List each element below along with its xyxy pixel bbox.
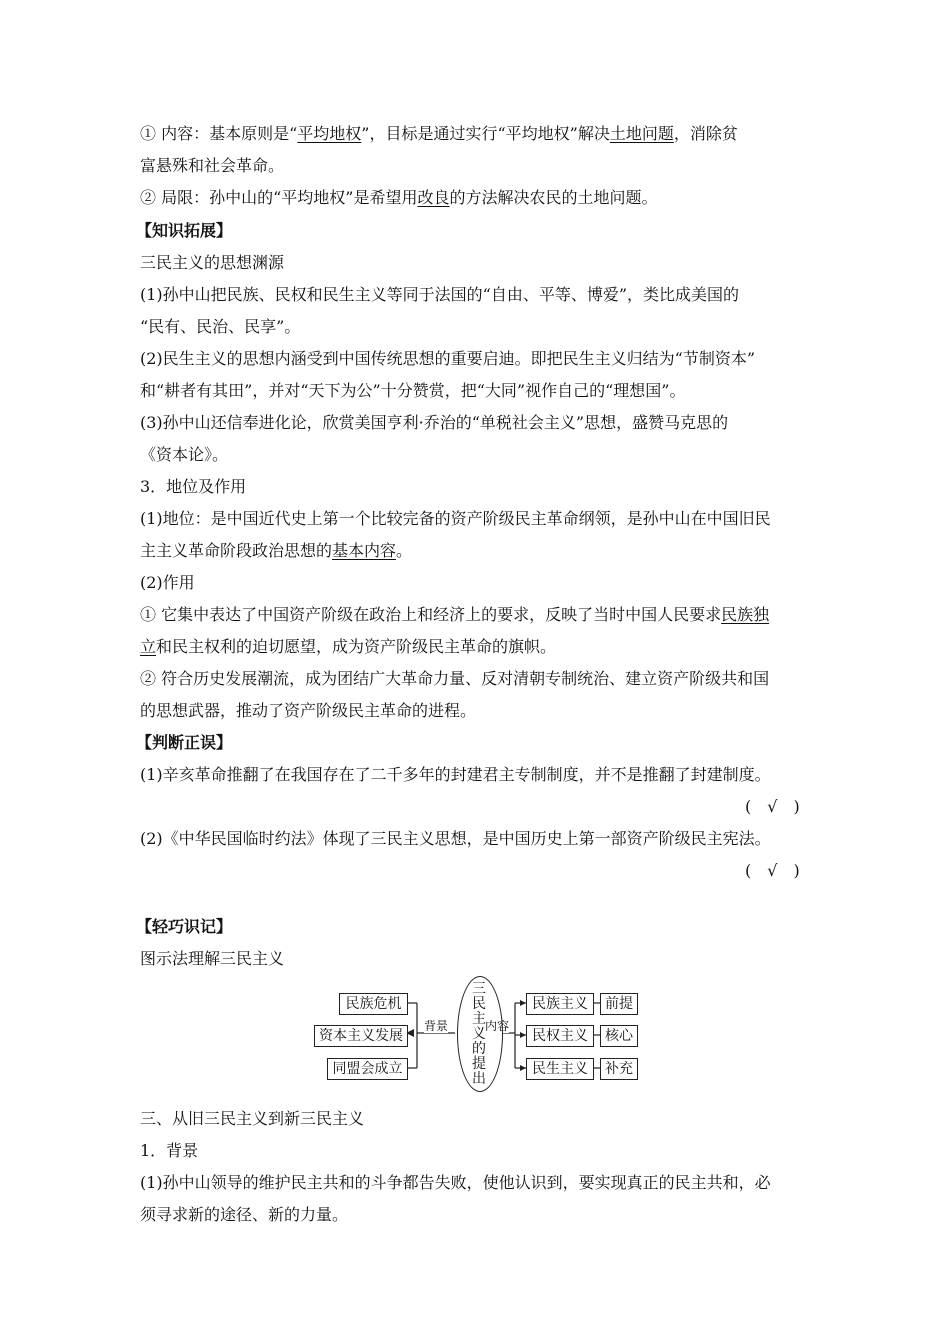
background-box: 民族危机 [339, 993, 408, 1015]
underlined-term: 平均地权 [297, 124, 362, 143]
principle-box: 民权主义 [526, 1025, 594, 1047]
text-line: (3)孙中山还信奉进化论，欣赏美国亨利·乔治的“单税社会主义”思想，盛赞马克思的 [140, 413, 729, 432]
judgement-item: (1)辛亥革命推翻了在我国存在了二千多年的封建君主专制制度，并不是推翻了封建制度。 [140, 765, 771, 784]
background-label: 背景 [424, 1019, 449, 1033]
principle-box: 民族主义 [526, 993, 594, 1015]
content-label: 内容 [485, 1019, 510, 1033]
principle-box: 民生主义 [526, 1058, 594, 1080]
section-heading: 三、从旧三民主义到新三民主义 [140, 1109, 365, 1128]
subheading: 三民主义的思想渊源 [140, 253, 285, 272]
section-tag-judgement: 【判断正误】 [136, 733, 233, 752]
background-box: 资本主义发展 [314, 1025, 408, 1047]
underlined-term: 土地问题 [609, 124, 674, 143]
section-tag-memory: 【轻巧识记】 [136, 917, 233, 936]
text-line: (2)民生主义的思想内涵受到中国传统思想的重要启迪。即把民生主义归结为“节制资本” [140, 349, 756, 368]
text-line: ② 符合历史发展潮流，成为团结广大革命力量、反对清朝专制统治、建立资产阶级共和国 [140, 669, 770, 688]
check-mark-answer: ( √ ) [745, 797, 800, 816]
content-line: ① 内容：基本原则是“平均地权”，目标是通过实行“平均地权”解决土地问题，消除贫 [140, 124, 738, 143]
section-heading: 3．地位及作用 [140, 477, 247, 496]
underlined-term: 基本内容 [332, 541, 397, 560]
role-box: 前提 [600, 993, 638, 1015]
underlined-term: 民族独 [721, 605, 770, 624]
content-line: 富悬殊和社会革命。 [140, 156, 285, 175]
section-tag-knowledge: 【知识拓展】 [136, 221, 233, 240]
text-line: 立和民主权利的迫切愿望，成为资产阶级民主革命的旗帜。 [140, 637, 557, 656]
text-line: (1)孙中山把民族、民权和民生主义等同于法国的“自由、平等、博爱”，类比成美国的 [140, 285, 740, 304]
text-line: “民有、民治、民享”。 [140, 317, 301, 336]
underlined-term: 立 [140, 637, 157, 656]
text-line: 《资本论》。 [140, 445, 229, 464]
judgement-item: (2)《中华民国临时约法》体现了三民主义思想，是中国历史上第一部资产阶级民主宪法。 [140, 829, 771, 848]
text-line: 的思想武器，推动了资产阶级民主革命的进程。 [140, 701, 477, 720]
background-box: 同盟会成立 [327, 1058, 408, 1080]
subheading: (2)作用 [140, 573, 195, 592]
text-line: (1)地位：是中国近代史上第一个比较完备的资产阶级民主革命纲领，是孙中山在中国旧民 [140, 509, 771, 528]
section-heading: 1．背景 [140, 1141, 199, 1160]
limitation-line: ② 局限：孙中山的“平均地权”是希望用改良的方法解决农民的土地问题。 [140, 188, 658, 207]
text-line: (1)孙中山领导的维护民主共和的斗争都告失败，使他认识到，要实现真正的民主共和，必 [140, 1173, 771, 1192]
diagram-caption: 图示法理解三民主义 [140, 949, 285, 968]
text-line: 主主义革命阶段政治思想的基本内容。 [140, 541, 413, 560]
underlined-term: 改良 [417, 188, 450, 207]
center-oval-text: 三民主义的提出 [472, 981, 486, 1087]
role-box: 补充 [600, 1058, 638, 1080]
text-line: ① 它集中表达了中国资产阶级在政治上和经济上的要求，反映了当时中国人民要求民族独 [140, 605, 770, 624]
role-box: 核心 [600, 1025, 638, 1047]
text-line: 和“耕者有其田”，并对“天下为公”十分赞赏，把“大同”视作自己的“理想国”。 [140, 381, 686, 400]
text-line: 须寻求新的途径、新的力量。 [140, 1205, 349, 1224]
check-mark-answer: ( √ ) [745, 861, 800, 880]
